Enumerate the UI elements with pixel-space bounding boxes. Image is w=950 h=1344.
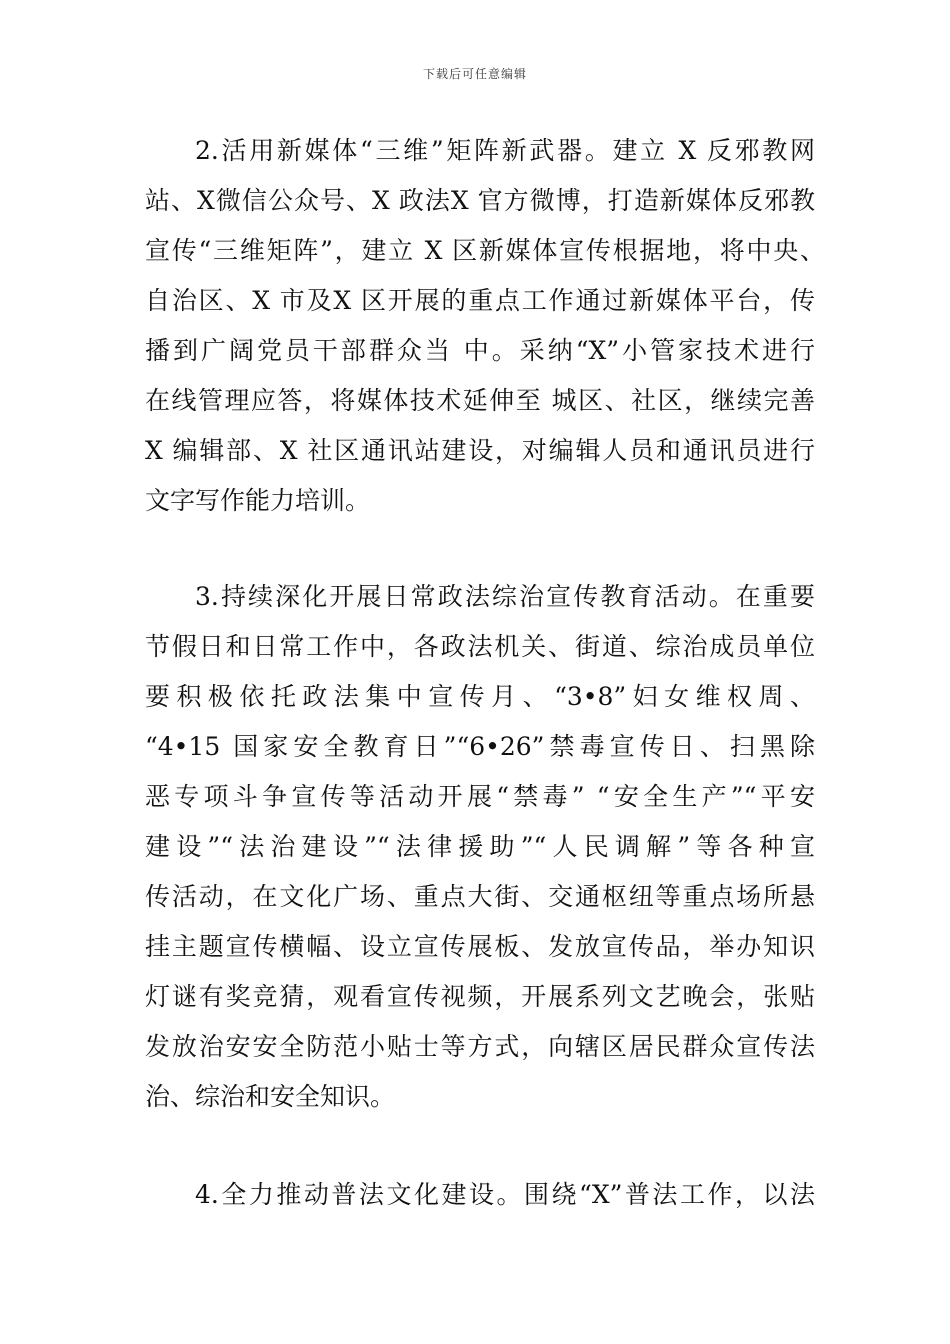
paragraph-line: 3.持续深化开展日常政法综治宣传教育活动。在重要 (195, 582, 815, 611)
paragraph-line: 灯谜有奖竞猜，观看宣传视频，开展系列文艺晚会，张贴 (145, 982, 815, 1011)
paragraph-line: 自治区、X 市及X 区开展的重点工作通过新媒体平台，传 (145, 286, 815, 315)
paragraph-line: 在线管理应答，将媒体技术延伸至 城区、社区，继续完善 (145, 386, 815, 415)
page-header: 下载后可任意编辑 (422, 67, 527, 81)
paragraph-line: 传活动，在文化广场、重点大街、交通枢纽等重点场所悬 (145, 882, 815, 911)
paragraph-line: 建设”“法治建设”“法律援助”“人民调解”等各种宣 (145, 832, 815, 861)
paragraph-line: 文字写作能力培训。 (145, 486, 371, 515)
paragraph-line: 站、X微信公众号、X 政法X 官方微博，打造新媒体反邪教 (145, 186, 815, 215)
paragraph-line: 宣传“三维矩阵”，建立 X 区新媒体宣传根据地，将中央、 (145, 236, 825, 265)
paragraph-line: 节假日和日常工作中，各政法机关、街道、综治成员单位 (145, 632, 815, 661)
paragraph-line: “4•15 国家安全教育日”“6•26”禁毒宣传日、扫黑除 (145, 732, 815, 761)
paragraph-line: 要积极依托政法集中宣传月、“3•8”妇女维权周、 (145, 682, 815, 711)
paragraph-line: 发放治安安全防范小贴士等方式，向辖区居民群众宣传法 (145, 1032, 815, 1061)
paragraph-line: 挂主题宣传横幅、设立宣传展板、发放宣传品，举办知识 (145, 932, 815, 961)
paragraph-line: 治、综治和安全知识。 (145, 1082, 396, 1111)
paragraph-line: 恶专项斗争宣传等活动开展“禁毒” “安全生产”“平安 (145, 782, 815, 811)
paragraph-line: 4.全力推动普法文化建设。围绕“X”普法工作，以法 (195, 1180, 815, 1209)
paragraph-line: X 编辑部、X 社区通讯站建设，对编辑人员和通讯员进行 (145, 436, 815, 465)
paragraph-line: 2.活用新媒体“三维”矩阵新武器。建立 X 反邪教网 (195, 136, 815, 165)
paragraph-line: 播到广阔党员干部群众当 中。采纳“X”小管家技术进行 (145, 336, 815, 365)
